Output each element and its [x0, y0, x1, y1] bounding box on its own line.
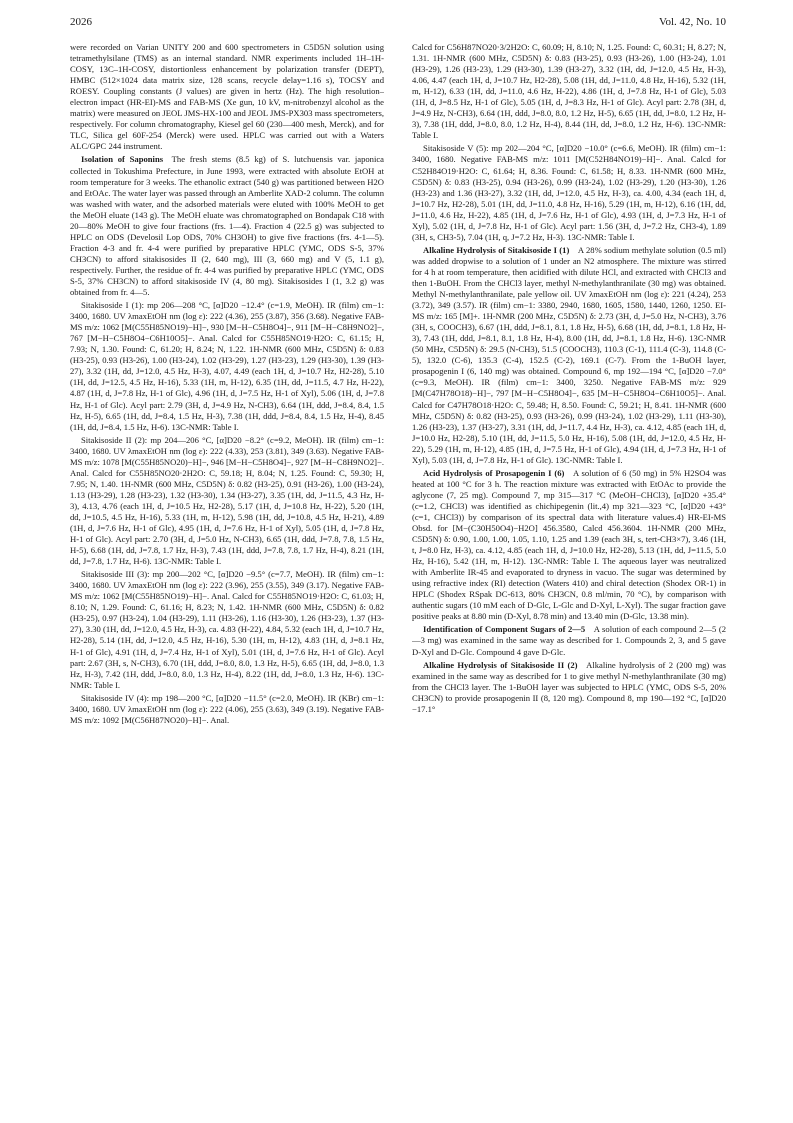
paragraph — [412, 245, 726, 466]
paragraph — [412, 468, 726, 623]
paragraph — [70, 435, 384, 568]
page-header — [70, 16, 726, 32]
paragraph — [70, 300, 384, 433]
section-heading: Identification of Component Sugars of 2—5 — [423, 624, 586, 635]
section-heading: Alkaline Hydrolysis of Sitakisoside II (2) — [423, 659, 578, 670]
paragraph-text: The fresh stems (8.5 kg) of S. lutchuensis var. japonica collected in Tokushima Prefecture, in June 1993, were extracted with absolute EtOH at room temperature for 3 weeks. The ethanolic extract (540 g) was partitioned between H2O and EtOAc. The water layer was passed through an Amberlite XAD-2 column. The column was washed with water, and the adsorbed materials were eluted with 100% MeOH to get the MeOH eluate (143 g). The MeOH eluate was chromatographed on Bondapak C18 with 20—80% MeOH to give four fractions (frs. 1—4). Fraction 4 (22.5 g) was subjected to HPLC on ODS (Develosil Lop ODS, 70% CH3OH) to give five fractions (frs. 4-1—5). Fraction 4-3 and fr. 4-4 were purified by preparative HPLC (YMC, ODS S-5, 37% CH3CN) to afford sitakisosides II (2, 640 mg), III (3, 660 mg) and V (5, 1.1 g), respectively. Further, the residue of fr. 4-4 was purified by preparative HPLC (YMC, ODS S-5, 37% CH3CN) to afford sitakisoside IV (4, 80 mg). Sitakisosides I (1, 3.2 g) was obtained from fr. 4—5. — [70, 154, 384, 298]
paragraph-text: Sitakisoside II (2): mp 204—206 °C, [α]D20 −8.2° (c=9.2, MeOH). IR (film) cm−1: 3400, 1680. UV λmaxEtOH nm (log ε): 222 (4.33), 253 (3.81), 349 (3.63). Negative FAB-MS m/z: 1078 [M(C55H85NO20)−H]−, 946 [M−H−C5H8O4]−, 927 [M−H−C8H9NO2]−. Anal. Calcd for C55H85NO20·2H2O: C, 59.18; H, 8.04; N, 1.25. Found: C, 59.30; H, 7.95; N, 1.40. 1H-NMR (600 MHz, C5D5N) δ: 0.82 (H3-25), 0.91 (H3-26), 1.00 (H3-24), 1.13 (H3-29), 1.28 (H3-23), 1.32 (H3-30), 1.34 (H3-27), 3.35 (1H, dd, J=11.5, 4.3 Hz, H-3), 4.13, 4.76 (each 1H, d, J=10.5 Hz, H2-28), 5.17 (1H, d, J=10.8 Hz, H-22), 5.20 (1H, dd, J=10.5, 4.5 Hz, H-16), 5.33 (1H, m, H-12), 5.98 (1H, dd, J=10.8, 4.5 Hz, H-21), 4.89 (1H, d, J=7.6 Hz, H-1 of Glc), 4.95 (1H, d, J=7.6 Hz, H-1 of Xyl), 5.05 (1H, d, J=7.8 Hz, H-1 of Glc). Acyl part: 2.70 (3H, d, J=5.0 Hz, N-CH3), 6.65 (1H, ddd, J=7.8, 7.8, 1.5 Hz, H-5), 6.68 (1H, dd, J=7.8, 1.7 Hz, H-3), 7.43 (1H, ddd, J=7.8, 7.8, 1.7 Hz, H-4), 8.21 (1H, dd, J=7.8, 1.7 Hz, H-6). 13C-NMR: Table I. — [70, 434, 384, 567]
paragraph — [412, 42, 726, 141]
paragraph-text: Sitakisoside I (1): mp 206—208 °C, [α]D20 −12.4° (c=1.9, MeOH). IR (film) cm−1: 3400, 1680. UV λmaxEtOH nm (log ε): 222 (4.36), 255 (3.87), 356 (3.68). Negative FAB-MS m/z: 1062 [M(C55H85NO19)−H]−, 930 [M−H−C5H8O4]−, 911 [M−H−C8H9NO2]−, 767 [M−H−C5H8O4−C6H10O5]−. Anal. Calcd for C55H85NO19·H2O: C, 61.15; H, 7.93; N, 1.30. Found: C, 61.20; H, 8.24; N, 1.22. 1H-NMR (600 MHz, C5D5N) δ: 0.83 (H3-25), 0.93 (H3-26), 1.00 (H3-24), 1.02 (H3-29), 1.27 (H3-23), 1.29 (H3-30), 1.39 (H3-27), 3.32 (1H, dd, J=12.0, 4.5 Hz, H-3), 4.07, 4.49 (each 1H, d, J=10.7 Hz, H2-28), 5.10 (1H, dd, J=12.5, 4.5 Hz, H-16), 5.33 (1H, m, H-12), 6.35 (1H, dd, J=11.5, 4.7 Hz, H-22), 4.87 (1H, d, J=7.8 Hz, H-1 of Glc), 4.96 (1H, d, J=7.5 Hz, H-1 of Xyl), 5.06 (1H, d, J=7.8 Hz, H-1 of Glc). Acyl part: 2.79 (3H, d, J=4.9 Hz, N-CH3), 6.64 (1H, ddd, J=8.4, 8.4, 1.5 Hz, H-5), 6.65 (1H, dd, J=8.4, 1.5 Hz, H-3), 7.38 (1H, ddd, J=8.4, 8.4, 1.5 Hz, H-4), 8.45 (1H, dd, J=8.4, 1.5 Hz, H-6). 13C-NMR: Table I. — [70, 300, 384, 432]
paragraph — [412, 143, 726, 242]
left-column — [70, 42, 384, 1112]
paragraph-text: A 28% sodium methylate solution (0.5 ml) was added dropwise to a solution of 1 under an N2 atmosphere. The mixture was stirred for 4 h at room temperature, then acidified with dilute HCl, and extracted with CHCl3 and then 1-BuOH. From the CHCl3 layer, methyl N-methylanthranilate (30 mg) was obtained. Methyl N-methylanthranilate, pale yellow oil. UV λmaxEtOH nm (log ε): 221 (4.24), 253 (3.72), 349 (3.57). IR (film) cm−1: 3380, 2940, 1680, 1605, 1580, 1440, 1260, 1250. EI-MS m/z: 165 [M]+. 1H-NMR (200 MHz, C5D5N) δ: 2.73 (3H, d, J=5.0 Hz, N-CH3), 3.76 (3H, s, COOCH3), 6.67 (1H, ddd, J=8.1, 8.1, 1.8 Hz, H-5), 6.68 (1H, dd, J=8.1, 1.8 Hz, H-3), 7.43 (1H, ddd, J=8.1, 8.1, 1.8 Hz, H-4), 8.00 (1H, dd, J=8.1, 1.8 Hz, H-6). 13C-NMR (50 MHz, C5D5N) δ: 29.5 (N-CH3), 51.5 (COOCH3), 110.3 (C-1), 111.4 (C-3), 114.8 (C-5), 132.0 (C-6), 135.3 (C-4), 152.5 (C-2), 169.1 (C-7). From the 1-BuOH layer, prosapogenin I (6, 140 mg) was obtained. Compound 6, mp 192—194 °C, [α]D20 −7.0° (c=9.3, MeOH). IR (film) cm−1: 3400, 3250. Negative FAB-MS m/z: 929 [M(C47H78O18)−H]−, 797 [M−H−C5H8O4]−, 635 [M−H−C5H8O4−C6H10O5]−. Anal. Calcd for C47H78O18·H2O: C, 59.48; H, 8.50. Found: C, 59.21; H, 8.41. 1H-NMR (600 MHz, C5D5N) δ: 0.82 (H3-25), 0.93 (H3-26), 0.99 (H3-24), 1.02 (H3-29), 1.11 (H3-30), 1.26 (H3-23), 1.37 (H3-27), 3.31 (1H, dd, J=11.7, 4.4 Hz, H-3), ca. 4.12, 4.85 (each 1H, d, J=10.0 Hz, H2-28), 5.10 (1H, dd, J=11.5, 5.0 Hz, H-16), 5.08 (1H, dd, J=12.0, 4.5 Hz, H-22), 5.29 (1H, m, H-12), 4.85 (1H, d, J=7.5 Hz, H-1 of Glc), 4.94 (1H, d, J=7.3 Hz, H-1 of Xyl), 5.03 (1H, d, J=7.8 Hz, H-1 of Glc). 13C-NMR: Table I. — [412, 244, 726, 465]
paragraph — [412, 624, 726, 657]
paragraph — [70, 693, 384, 726]
paragraph-text: Alkaline hydrolysis of 2 (200 mg) was examined in the same way as described for 1 to give methyl N-methylanthranilate (30 mg) from the CHCl3 layer. The 1-BuOH layer was subjected to HPLC (YMC, ODS S-5, 20% CH3CN) to provide prosapogenin II (8, 120 mg). Compound 8, mp 190—192 °C, [α]D20 −17.1° — [412, 659, 726, 714]
page-number: 2026 — [70, 16, 92, 28]
paragraph — [70, 154, 384, 298]
section-heading: Acid Hydrolysis of Prosapogenin I (6) — [423, 467, 565, 478]
paragraph-text: Calcd for C56H87NO20·3/2H2O: C, 60.09; H, 8.10; N, 1.25. Found: C, 60.31; H, 8.27; N, 1.31. 1H-NMR (600 MHz, C5D5N) δ: 0.83 (H3-25), 0.93 (H3-26), 1.00 (H3-24), 1.01 (H3-29), 1.26 (H3-23), 1.29 (H3-30), 1.39 (H3-27), 3.32 (1H, dd, J=12.0, 4.5 Hz, H-3), 4.06, 4.47 (each 1H, d, J=10.7 Hz, H2-28), 5.08 (1H, dd, J=11.0, 4.8 Hz, H-16), 5.32 (1H, m, H-12), 6.33 (1H, dd, J=11.0, 4.6 Hz, H-22), 4.86 (1H, d, J=7.8 Hz, H-1 of Glc), 5.03 (1H, d, J=8.5 Hz, H-1 of Glc), 5.05 (1H, d, J=8.3 Hz, H-1 of Glc). Acyl part: 2.78 (3H, d, J=4.9 Hz, N-CH3), 6.64 (1H, ddd, J=8.0, 8.0, 1.2 Hz, H-5), 6.65 (1H, dd, J=8.0, 1.2 Hz, H-3), 7.38 (1H, ddd, J=8.0, 8.0, 1.2 Hz, H-4), 8.44 (1H, dd, J=8.0, 1.2 Hz, H-6). 13C-NMR: Table I. — [412, 42, 726, 141]
paragraph-text: Sitakisoside III (3): mp 200—202 °C, [α]D20 −9.5° (c=7.7, MeOH). IR (film) cm−1: 3400, 1680. UV λmaxEtOH nm (log ε): 222 (3.96), 255 (3.55), 349 (3.17). Negative FAB-MS m/z: 1062 [M(C55H85NO19)−H]−. Anal. Calcd for C55H85NO19·H2O: C, 61.03; H, 8.10; N, 1.29. Found: C, 61.16; H, 8.23; N, 1.42. 1H-NMR (600 MHz, C5D5N) δ: 0.82 (H3-25), 0.97 (H3-24), 1.04 (H3-29), 1.11 (H3-26), 1.16 (H3-30), 1.26 (H3-23), 1.37 (H3-27), 3.30 (1H, dd, J=12.0, 4.5 Hz, H-3), ca. 4.83 (H-22), 4.84, 5.32 (each 1H, d, J=10.7 Hz, H2-28), 5.14 (1H, dd, J=12.0, 4.5 Hz, H-16), 5.30 (1H, m, H-12), 4.83 (1H, d, J=8.1 Hz, H-1 of Glc), 4.91 (1H, d, J=7.4 Hz, H-1 of Xyl), 5.01 (1H, d, J=7.6 Hz, H-1 of Glc). Acyl part: 2.67 (3H, s, N-CH3), 6.70 (1H, ddd, J=8.0, 8.0, 1.3 Hz, H-5), 6.65 (1H, dd, J=8.0, 1.3 Hz, H-3), 7.42 (1H, ddd, J=8.0, 8.0, 1.3 Hz, H-4), 8.22 (1H, dd, J=8.0, 1.3 Hz, H-6). 13C-NMR: Table I. — [70, 569, 384, 690]
paragraph-text: Sitakisoside V (5): mp 202—204 °C, [α]D20 −10.0° (c=6.6, MeOH). IR (film) cm−1: 3400, 1680. Negative FAB-MS m/z: 1011 [M(C52H84NO19)−H]−. Anal. Calcd for C52H84O19·H2O: C, 61.64; H, 8.36. Found: C, 61.58; H, 8.33. 1H-NMR (600 MHz, C5D5N) δ: 0.83 (H3-25), 0.94 (H3-26), 0.99 (H3-24), 1.02 (H3-29), 1.20 (H3-30), 1.26 (H3-23) and 1.36 (H3-27), 3.32 (1H, dd, J=12.0, 4.5 Hz, H-3), ca. 4.00, 4.34 (each 1H, d, J=10.7 Hz, H2-28), 5.01 (1H, dd, J=11.0, 4.8 Hz, H-16), 5.29 (1H, m, H-12), 6.16 (1H, dd, J=11.0, 4.6 Hz, H-22), 4.85 (1H, d, J=7.6 Hz, H-1 of Glc), 4.93 (1H, d, J=7.3 Hz, H-1 of Xyl), 5.02 (1H, d, J=7.8 Hz, H-1 of Glc). Acyl part: 1.56 (3H, d, J=7.2 Hz, CH3-4), 1.89 (3H, s, CH3-5), 7.04 (1H, q, J=7.2 Hz, H-3). 13C-NMR: Table I. — [412, 143, 726, 242]
paragraph-text: Sitakisoside IV (4): mp 198—200 °C, [α]D20 −11.5° (c=2.0, MeOH). IR (KBr) cm−1: 3400, 1680. UV λmaxEtOH nm (log ε): 222 (4.06), 255 (3.63), 349 (3.19). Negative FAB-MS m/z: 1092 [M(C56H87NO20)−H]−. Anal. — [70, 692, 384, 725]
paragraph — [70, 42, 384, 152]
volume-issue: Vol. 42, No. 10 — [658, 16, 726, 28]
paragraph-text: were recorded on Varian UNITY 200 and 600 spectrometers in C5D5N solution using tetramethylsilane (TMS) as an internal standard. NMR experiments included 1H–1H-COSY, 13C–1H-COSY, distortionless enhancement by polarization transfer (DEPT), HMBC (512×1024 data matrix size, 128 scans, recycle delay=1.16 s), TOCSY and ROESY. Coupling constants (J values) are given in hertz (Hz). The high resolution–electron impact (HR-EI)-MS and FAB-MS (Xe gun, 10 kV, m-nitrobenzyl alcohol as the matrix) were measured on JEOL JMS-HX-100 and JEOL JMS-PX303 mass spectrometers, respectively. For column chromatography, Kiesel gel 60 (230—400 mesh, Merck), and for TLC, Silica gel 60F-254 (Merck) were used. HPLC was carried out with a Waters ALC/GPC 244 instrument. — [70, 42, 384, 152]
section-heading: Alkaline Hydrolysis of Sitakisoside I (1) — [423, 244, 570, 255]
section-heading: Isolation of Saponins — [81, 154, 164, 165]
paragraph-text: A solution of each compound 2—5 (2—3 mg) was examined in the same way as described for 1. Compounds 2, 3, and 5 gave D-Xyl and D-Glc. Compound 4 gave D-Glc. — [412, 624, 726, 657]
paragraph-text: A solution of 6 (50 mg) in 5% H2SO4 was heated at 100 °C for 3 h. The reaction mixture was extracted with EtOAc to provide the aglycone (7, 25 mg). Compound 7, mp 315—317 °C (MeOH−CHCl3), [α]D20 +35.4° (c=1.2, CHCl3) was identified as chichipegenin (lit.,4) mp 321—323 °C, [α]D20 +43° (c=1, CHCl3)) by comparison of its spectral data with literature values.4) HR-EI-MS Obsd. for [M−(C30H50O4)−H2O] 456.3580, Calcd 456.3604. 1H-NMR (200 MHz, C5D5N) δ: 0.90, 1.00, 1.00, 1.05, 1.10, 1.25 and 1.39 (each 3H, s, tert-CH3×7), 3.46 (1H, t, J=8.0 Hz, H-3), ca. 4.12, 4.85 (each 1H, d, J=10.0 Hz, H2-28), 5.13 (1H, dd, J=11.5, 5.0 Hz, H-16), 5.42 (1H, m, H-12). 13C-NMR: Table I. The aqueous layer was neutralized with Amberlite IR-45 and evaporated to dryness in vacuo. The sugar was determined by using refractive index (RI) detection (Waters 410) and chiral detection (Shodex OR-1) in HPLC (Shodex RSpak DC-613, 80% CH3CN, 0.8 ml/min, 70 °C), by comparison with authentic sugars (10 mM each of D-Glc, L-Glc and D-Xyl, L-Xyl). The sugar fraction gave positive peaks at 8.80 min (D-Xyl, 8.78 min) and 13.40 min (D-Glc, 13.38 min). — [412, 467, 726, 622]
paragraph — [412, 660, 726, 715]
paragraph — [70, 569, 384, 691]
right-column — [412, 42, 726, 1112]
